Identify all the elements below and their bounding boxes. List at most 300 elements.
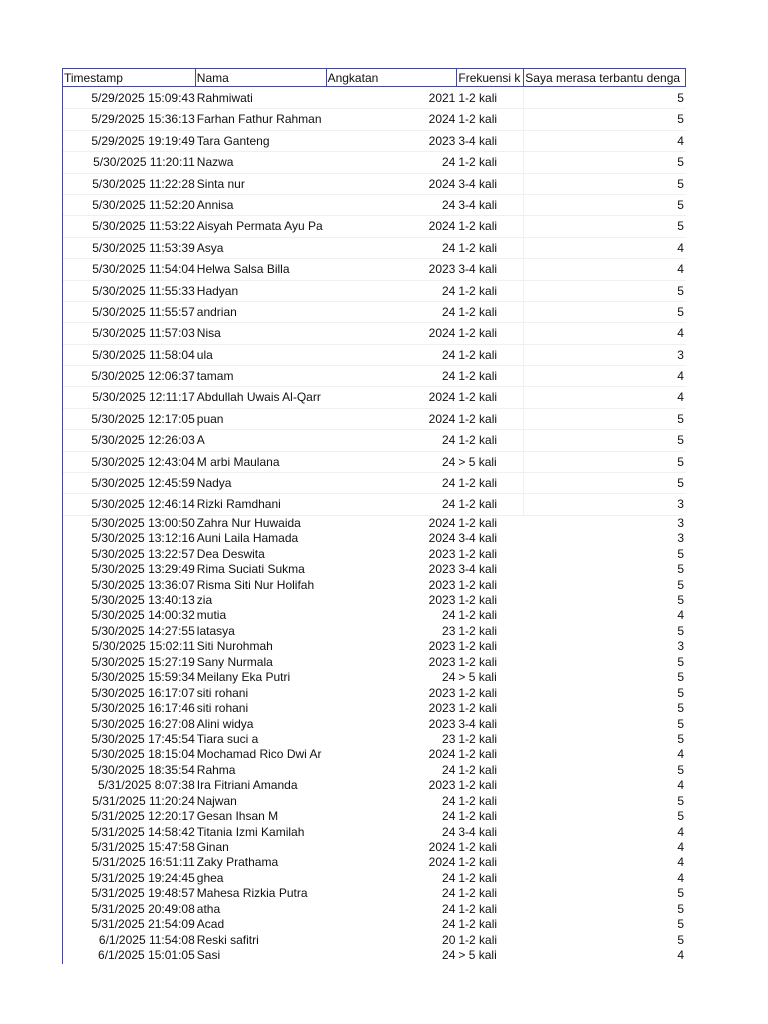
- cell-nama[interactable]: Rizki Ramdhani: [196, 497, 281, 512]
- cell-frekuensi[interactable]: 1-2 kali: [458, 654, 498, 669]
- cell-nama[interactable]: Rahmiwati: [196, 91, 253, 105]
- table-row: [63, 624, 686, 639]
- cell-score[interactable]: 4: [677, 390, 684, 405]
- cell-score[interactable]: 4: [677, 369, 684, 384]
- table-row: [63, 562, 686, 577]
- cell-frekuensi[interactable]: 3-4 kali: [457, 195, 524, 215]
- cell-timestamp[interactable]: 5/31/2025 19:24:45: [91, 870, 195, 885]
- cell-angkatan[interactable]: 2024: [428, 176, 456, 191]
- cell-score[interactable]: 5: [677, 176, 684, 191]
- header-row: [62, 68, 686, 88]
- cell-angkatan[interactable]: 24: [442, 476, 456, 491]
- cell-nama[interactable]: Tara Ganteng: [196, 133, 270, 148]
- cell-timestamp[interactable]: 5/30/2025 11:22:28: [92, 176, 195, 191]
- table-row: [63, 794, 686, 809]
- cell-score[interactable]: 5: [677, 731, 684, 746]
- table-row: [63, 430, 686, 451]
- cell-angkatan[interactable]: 2023: [428, 133, 456, 148]
- table-row: [63, 409, 686, 430]
- cell-timestamp[interactable]: 5/30/2025 16:17:46: [91, 701, 195, 716]
- cell-score[interactable]: 4: [677, 747, 684, 762]
- cell-score[interactable]: 5: [677, 762, 684, 777]
- cell-nama[interactable]: tamam: [196, 369, 234, 384]
- cell-nama[interactable]: siti rohani: [196, 685, 249, 700]
- cell-nama[interactable]: atha: [196, 901, 221, 916]
- cell-score[interactable]: 5: [677, 91, 684, 105]
- cell-nama[interactable]: M arbi Maulana: [196, 454, 280, 469]
- cell-timestamp[interactable]: 5/30/2025 12:11:17: [92, 390, 195, 405]
- cell-nama[interactable]: Meilany Eka Putri: [196, 670, 291, 685]
- cell-angkatan[interactable]: 24: [442, 347, 456, 362]
- cell-frekuensi[interactable]: 1-2 kali: [457, 345, 524, 365]
- table-row: [63, 516, 686, 531]
- table-row: [63, 238, 686, 259]
- cell-timestamp[interactable]: 5/30/2025 16:27:08: [91, 716, 195, 731]
- cell-frekuensi[interactable]: 1-2 kali: [458, 901, 498, 916]
- cell-nama[interactable]: Sinta nur: [196, 176, 245, 191]
- cell-frekuensi[interactable]: 1-2 kali: [458, 701, 498, 716]
- cell-score[interactable]: 5: [677, 283, 684, 298]
- cell-timestamp[interactable]: 5/29/2025 15:09:43: [91, 91, 195, 105]
- cell-timestamp[interactable]: 5/30/2025 11:58:04: [92, 347, 195, 362]
- cell-nama[interactable]: latasya: [196, 623, 235, 638]
- cell-frekuensi[interactable]: 1-2 kali: [457, 323, 524, 343]
- table-row: [63, 259, 686, 280]
- cell-timestamp[interactable]: 5/31/2025 19:48:57: [91, 886, 195, 901]
- cell-nama[interactable]: mutia: [196, 608, 227, 623]
- cell-frekuensi[interactable]: 1-2 kali: [457, 366, 524, 386]
- cell-frekuensi[interactable]: 1-2 kali: [458, 608, 498, 623]
- cell-score[interactable]: 5: [677, 886, 684, 901]
- cell-angkatan[interactable]: 24: [442, 497, 456, 512]
- cell-angkatan[interactable]: 24: [442, 917, 456, 932]
- cell-angkatan[interactable]: 23: [442, 731, 456, 746]
- table-row: [63, 152, 686, 173]
- cell-angkatan[interactable]: 2023: [428, 639, 456, 654]
- table-row: [63, 778, 686, 793]
- cell-score[interactable]: 3: [677, 531, 684, 546]
- cell-nama[interactable]: ghea: [196, 870, 224, 885]
- cell-score[interactable]: 4: [677, 870, 684, 885]
- cell-nama[interactable]: Rima Suciati Sukma: [196, 562, 305, 577]
- cell-timestamp[interactable]: 5/30/2025 13:29:49: [91, 562, 195, 577]
- cell-timestamp[interactable]: 5/30/2025 11:57:03: [92, 326, 195, 341]
- cell-frekuensi[interactable]: 1-2 kali: [458, 917, 498, 932]
- table-row: [63, 494, 686, 515]
- cell-angkatan[interactable]: 2023: [428, 778, 456, 793]
- cell-angkatan[interactable]: 24: [442, 670, 456, 685]
- cell-nama[interactable]: zia: [196, 593, 213, 607]
- cell-frekuensi[interactable]: 3-4 kali: [457, 259, 524, 279]
- cell-nama[interactable]: Sany Nurmala: [196, 654, 273, 669]
- cell-nama[interactable]: Titania Izmi Kamilah: [196, 824, 305, 839]
- cell-frekuensi[interactable]: 1-2 kali: [457, 152, 524, 172]
- table-row: [63, 578, 686, 593]
- cell-score[interactable]: 5: [677, 809, 684, 824]
- cell-timestamp[interactable]: 5/30/2025 13:12:16: [91, 531, 195, 546]
- cell-angkatan[interactable]: 24: [442, 762, 456, 777]
- cell-nama[interactable]: andrian: [196, 304, 237, 319]
- cell-frekuensi[interactable]: 1-2 kali: [457, 494, 524, 514]
- cell-score[interactable]: 4: [677, 840, 684, 854]
- cell-angkatan[interactable]: 2023: [428, 546, 456, 561]
- table-row: [63, 281, 686, 302]
- cell-frekuensi[interactable]: 3-4 kali: [458, 562, 498, 577]
- table-row: [63, 593, 686, 608]
- cell-score[interactable]: 4: [677, 240, 684, 255]
- cell-timestamp[interactable]: 5/30/2025 18:15:04: [91, 747, 195, 762]
- cell-frekuensi[interactable]: 1-2 kali: [458, 793, 498, 808]
- cell-frekuensi[interactable]: 3-4 kali: [458, 531, 498, 546]
- cell-nama[interactable]: Acad: [196, 917, 225, 932]
- cell-angkatan[interactable]: 24: [442, 809, 456, 824]
- cell-angkatan[interactable]: 24: [442, 824, 456, 839]
- cell-score[interactable]: 4: [677, 824, 684, 839]
- cell-nama[interactable]: Dea Deswita: [196, 546, 265, 561]
- cell-frekuensi[interactable]: 1-2 kali: [457, 387, 524, 407]
- cell-timestamp[interactable]: 5/30/2025 12:26:03: [91, 433, 195, 448]
- cell-frekuensi[interactable]: 1-2 kali: [458, 515, 498, 530]
- cell-frekuensi[interactable]: 1-2 kali: [458, 778, 498, 793]
- cell-frekuensi[interactable]: 1-2 kali: [457, 88, 524, 108]
- table-body: [62, 88, 686, 964]
- cell-angkatan[interactable]: 2024: [428, 840, 456, 854]
- cell-angkatan[interactable]: 2024: [428, 219, 456, 234]
- cell-score[interactable]: 5: [677, 546, 684, 561]
- table-row: [63, 174, 686, 195]
- cell-nama[interactable]: Aisyah Permata Ayu Pa: [196, 219, 323, 234]
- spreadsheet: [62, 68, 686, 964]
- cell-frekuensi[interactable]: 1-2 kali: [458, 747, 498, 762]
- cell-nama[interactable]: Siti Nurohmah: [196, 639, 273, 654]
- cell-timestamp[interactable]: 5/30/2025 12:06:37: [91, 369, 195, 384]
- table-row: [63, 871, 686, 886]
- cell-timestamp[interactable]: 5/30/2025 11:20:11: [93, 155, 195, 170]
- cell-timestamp[interactable]: 5/31/2025 15:47:58: [91, 840, 195, 854]
- cell-frekuensi[interactable]: 1-2 kali: [458, 685, 498, 700]
- table-row: [63, 902, 686, 917]
- cell-angkatan[interactable]: 2023: [428, 716, 456, 731]
- cell-nama[interactable]: Abdullah Uwais Al-Qarr: [196, 390, 321, 405]
- table-row: [63, 547, 686, 562]
- cell-angkatan[interactable]: 2024: [428, 515, 456, 530]
- cell-timestamp[interactable]: 5/30/2025 13:22:57: [91, 546, 195, 561]
- table-row: [63, 917, 686, 932]
- cell-nama[interactable]: Hadyan: [196, 283, 239, 298]
- cell-timestamp[interactable]: 5/30/2025 13:40:13: [91, 593, 195, 607]
- cell-timestamp[interactable]: 5/31/2025 8:07:38: [98, 778, 195, 793]
- cell-angkatan[interactable]: 2023: [428, 562, 456, 577]
- cell-timestamp[interactable]: 5/30/2025 15:27:19: [91, 654, 195, 669]
- cell-timestamp[interactable]: 5/31/2025 16:51:11: [92, 855, 195, 870]
- cell-angkatan[interactable]: 24: [442, 454, 456, 469]
- table-row: [63, 732, 686, 747]
- cell-timestamp[interactable]: 5/30/2025 15:02:11: [92, 639, 195, 654]
- cell-frekuensi[interactable]: 1-2 kali: [458, 593, 498, 607]
- cell-angkatan[interactable]: 2024: [428, 326, 456, 341]
- cell-angkatan[interactable]: 2023: [428, 577, 456, 592]
- cell-angkatan[interactable]: 2023: [428, 262, 456, 277]
- cell-timestamp[interactable]: 5/30/2025 11:55:57: [92, 304, 195, 319]
- table-row: [63, 531, 686, 546]
- cell-timestamp[interactable]: 5/30/2025 11:55:33: [92, 283, 195, 298]
- cell-angkatan[interactable]: 24: [442, 197, 456, 212]
- cell-nama[interactable]: Nisa: [196, 326, 221, 341]
- cell-timestamp[interactable]: 5/29/2025 19:19:49: [91, 133, 195, 148]
- cell-score[interactable]: 4: [677, 855, 684, 870]
- cell-nama[interactable]: Sasi: [196, 948, 221, 963]
- cell-timestamp[interactable]: 5/31/2025 20:49:08: [91, 901, 195, 916]
- table-row: [63, 840, 686, 855]
- cell-angkatan[interactable]: 24: [442, 433, 456, 448]
- cell-score[interactable]: 4: [677, 326, 684, 341]
- cell-nama[interactable]: Mahesa Rizkia Putra: [196, 886, 308, 901]
- cell-timestamp[interactable]: 5/30/2025 11:54:04: [92, 262, 195, 277]
- cell-nama[interactable]: ula: [196, 347, 213, 362]
- table-row: [63, 473, 686, 494]
- cell-score[interactable]: 4: [677, 948, 684, 963]
- cell-frekuensi[interactable]: 3-4 kali: [457, 131, 524, 151]
- cell-frekuensi[interactable]: 1-2 kali: [458, 731, 498, 746]
- cell-nama[interactable]: Annisa: [196, 197, 234, 212]
- cell-score[interactable]: 5: [677, 219, 684, 234]
- cell-score[interactable]: 5: [677, 685, 684, 700]
- table-row: [63, 345, 686, 366]
- cell-frekuensi[interactable]: 3-4 kali: [458, 824, 498, 839]
- table-row: [63, 452, 686, 473]
- cell-timestamp[interactable]: 5/30/2025 11:52:20: [92, 197, 195, 212]
- cell-angkatan[interactable]: 2024: [428, 411, 456, 426]
- cell-score[interactable]: 5: [677, 433, 684, 448]
- cell-frekuensi[interactable]: 1-2 kali: [458, 840, 498, 854]
- cell-frekuensi[interactable]: 1-2 kali: [458, 639, 498, 654]
- cell-score[interactable]: 4: [677, 133, 684, 148]
- header-saya-merasa-terbantu[interactable]: Saya merasa terbantu denga: [524, 69, 686, 87]
- cell-angkatan[interactable]: 24: [442, 304, 456, 319]
- cell-angkatan[interactable]: 2023: [428, 685, 456, 700]
- cell-nama[interactable]: Ira Fitriani Amanda: [196, 778, 298, 793]
- cell-score[interactable]: 5: [677, 155, 684, 170]
- cell-nama[interactable]: Helwa Salsa Billa: [196, 262, 290, 277]
- cell-score[interactable]: 5: [677, 476, 684, 491]
- header-frekuensi[interactable]: Frekuensi k: [457, 69, 524, 87]
- cell-timestamp[interactable]: 5/29/2025 15:36:13: [91, 112, 195, 127]
- table-row: [63, 655, 686, 670]
- cell-frekuensi[interactable]: 1-2 kali: [458, 809, 498, 824]
- cell-timestamp[interactable]: 5/30/2025 17:45:54: [91, 731, 195, 746]
- cell-angkatan[interactable]: 2024: [428, 390, 456, 405]
- cell-score[interactable]: 4: [677, 778, 684, 793]
- cell-frekuensi[interactable]: 3-4 kali: [458, 716, 498, 731]
- cell-frekuensi[interactable]: > 5 kali: [458, 670, 497, 685]
- cell-timestamp[interactable]: 5/30/2025 11:53:22: [92, 219, 195, 234]
- cell-nama[interactable]: Ginan: [196, 840, 229, 854]
- cell-nama[interactable]: Nadya: [196, 476, 232, 491]
- cell-timestamp[interactable]: 5/30/2025 14:27:55: [91, 623, 195, 638]
- cell-timestamp[interactable]: 5/30/2025 15:59:34: [91, 670, 195, 685]
- cell-nama[interactable]: Zahra Nur Huwaida: [196, 515, 301, 530]
- header-nama[interactable]: Nama: [196, 69, 327, 87]
- cell-score[interactable]: 4: [677, 608, 684, 623]
- cell-frekuensi[interactable]: 1-2 kali: [457, 302, 524, 322]
- cell-nama[interactable]: Farhan Fathur Rahman: [196, 112, 322, 127]
- cell-score[interactable]: 5: [677, 623, 684, 638]
- table-row: [63, 886, 686, 901]
- cell-timestamp[interactable]: 5/30/2025 13:00:50: [91, 515, 195, 530]
- cell-timestamp[interactable]: 5/30/2025 12:46:14: [91, 497, 195, 512]
- cell-angkatan[interactable]: 2024: [428, 531, 456, 546]
- header-timestamp[interactable]: Timestamp: [63, 69, 196, 87]
- cell-nama[interactable]: Zaky Prathama: [196, 855, 279, 870]
- cell-nama[interactable]: Risma Siti Nur Holifah: [196, 577, 315, 592]
- cell-nama[interactable]: puan: [196, 411, 224, 426]
- cell-frekuensi[interactable]: 1-2 kali: [458, 623, 498, 638]
- cell-angkatan[interactable]: 24: [442, 155, 456, 170]
- cell-angkatan[interactable]: 23: [442, 623, 456, 638]
- cell-frekuensi[interactable]: 1-2 kali: [458, 762, 498, 777]
- cell-timestamp[interactable]: 5/30/2025 16:17:07: [91, 685, 195, 700]
- cell-score[interactable]: 5: [677, 901, 684, 916]
- cell-angkatan[interactable]: 24: [442, 948, 456, 963]
- cell-frekuensi[interactable]: > 5 kali: [458, 948, 497, 963]
- header-angkatan[interactable]: Angkatan: [327, 69, 458, 87]
- cell-frekuensi[interactable]: 1-2 kali: [458, 855, 498, 870]
- cell-frekuensi[interactable]: 1-2 kali: [457, 216, 524, 236]
- cell-score[interactable]: 3: [677, 347, 684, 362]
- cell-score[interactable]: 5: [677, 654, 684, 669]
- table-row: [63, 639, 686, 654]
- cell-timestamp[interactable]: 5/30/2025 14:00:32: [91, 608, 195, 623]
- cell-nama[interactable]: Asya: [196, 240, 224, 255]
- cell-angkatan[interactable]: 2023: [428, 593, 456, 607]
- cell-score[interactable]: 5: [677, 411, 684, 426]
- table-row: [63, 747, 686, 762]
- cell-frekuensi[interactable]: 1-2 kali: [457, 109, 524, 129]
- cell-nama[interactable]: siti rohani: [196, 701, 249, 716]
- cell-nama[interactable]: Alini widya: [196, 716, 254, 731]
- cell-timestamp[interactable]: 5/30/2025 13:36:07: [91, 577, 195, 592]
- cell-angkatan[interactable]: 24: [442, 283, 456, 298]
- table-row: [63, 608, 686, 623]
- cell-timestamp[interactable]: 5/31/2025 11:20:24: [92, 793, 195, 808]
- cell-frekuensi[interactable]: 1-2 kali: [458, 886, 498, 901]
- table-row: [63, 670, 686, 685]
- table-row: [63, 131, 686, 152]
- table-row: [63, 701, 686, 716]
- cell-score[interactable]: 3: [677, 515, 684, 530]
- table-row: [63, 109, 686, 130]
- cell-angkatan[interactable]: 24: [442, 870, 456, 885]
- table-row: [63, 366, 686, 387]
- cell-angkatan[interactable]: 20: [442, 932, 456, 947]
- cell-score[interactable]: 5: [677, 562, 684, 577]
- cell-score[interactable]: 5: [677, 701, 684, 716]
- cell-nama[interactable]: Reski safitri: [196, 932, 259, 947]
- cell-score[interactable]: 5: [677, 577, 684, 592]
- cell-score[interactable]: 5: [677, 670, 684, 685]
- cell-frekuensi[interactable]: 3-4 kali: [457, 174, 524, 194]
- table-row: [63, 387, 686, 408]
- cell-frekuensi[interactable]: 1-2 kali: [457, 473, 524, 493]
- cell-angkatan[interactable]: 2024: [428, 747, 456, 762]
- cell-frekuensi[interactable]: 1-2 kali: [458, 870, 498, 885]
- table-row: [63, 88, 686, 109]
- cell-timestamp[interactable]: 5/30/2025 11:53:39: [92, 240, 195, 255]
- cell-timestamp[interactable]: 6/1/2025 11:54:08: [98, 932, 195, 947]
- cell-timestamp[interactable]: 6/1/2025 15:01:05: [98, 948, 195, 963]
- cell-angkatan[interactable]: 2024: [428, 112, 456, 127]
- cell-nama[interactable]: Auni Laila Hamada: [196, 531, 299, 546]
- cell-score[interactable]: 5: [677, 716, 684, 731]
- table-row: [63, 195, 686, 216]
- table-row: [63, 933, 686, 948]
- cell-nama[interactable]: Nazwa: [196, 155, 234, 170]
- cell-frekuensi[interactable]: 1-2 kali: [458, 932, 498, 947]
- cell-nama[interactable]: Tiara suci a: [196, 731, 259, 746]
- cell-score[interactable]: 5: [677, 454, 684, 469]
- cell-angkatan[interactable]: 24: [442, 608, 456, 623]
- cell-timestamp[interactable]: 5/30/2025 12:17:05: [91, 411, 195, 426]
- cell-score[interactable]: 5: [677, 932, 684, 947]
- table-row: [63, 686, 686, 701]
- cell-score[interactable]: 5: [677, 197, 684, 212]
- table-row: [63, 216, 686, 237]
- cell-nama[interactable]: Gesan Ihsan M: [196, 809, 279, 824]
- table-row: [63, 763, 686, 778]
- cell-timestamp[interactable]: 5/31/2025 12:20:17: [91, 809, 195, 824]
- table-row: [63, 948, 686, 963]
- cell-score[interactable]: 5: [677, 304, 684, 319]
- cell-timestamp[interactable]: 5/31/2025 21:54:09: [91, 917, 195, 932]
- cell-nama[interactable]: Mochamad Rico Dwi Ar: [196, 747, 322, 762]
- cell-angkatan[interactable]: 2024: [428, 855, 456, 870]
- cell-score[interactable]: 3: [677, 497, 684, 512]
- cell-nama[interactable]: Rahma: [196, 762, 236, 777]
- cell-frekuensi[interactable]: 1-2 kali: [457, 430, 524, 450]
- table-row: [63, 323, 686, 344]
- cell-score[interactable]: 5: [677, 917, 684, 932]
- cell-score[interactable]: 5: [677, 593, 684, 607]
- cell-angkatan[interactable]: 24: [442, 901, 456, 916]
- cell-nama[interactable]: Najwan: [196, 793, 237, 808]
- cell-score[interactable]: 5: [677, 112, 684, 127]
- cell-angkatan[interactable]: 2023: [428, 701, 456, 716]
- cell-frekuensi[interactable]: 1-2 kali: [458, 577, 498, 592]
- cell-timestamp[interactable]: 5/30/2025 12:43:04: [91, 454, 195, 469]
- cell-frekuensi[interactable]: 1-2 kali: [457, 238, 524, 258]
- cell-angkatan[interactable]: 2023: [428, 654, 456, 669]
- cell-frekuensi[interactable]: 1-2 kali: [458, 546, 498, 561]
- cell-frekuensi[interactable]: > 5 kali: [457, 452, 524, 472]
- cell-score[interactable]: 3: [677, 639, 684, 654]
- cell-timestamp[interactable]: 5/30/2025 12:45:59: [91, 476, 195, 491]
- table-row: [63, 302, 686, 323]
- cell-angkatan[interactable]: 24: [442, 886, 456, 901]
- cell-frekuensi[interactable]: 1-2 kali: [457, 409, 524, 429]
- cell-timestamp[interactable]: 5/30/2025 18:35:54: [91, 762, 195, 777]
- cell-nama[interactable]: A: [196, 433, 205, 448]
- cell-score[interactable]: 5: [677, 793, 684, 808]
- cell-timestamp[interactable]: 5/31/2025 14:58:42: [91, 824, 195, 839]
- table-row: [63, 825, 686, 840]
- cell-angkatan[interactable]: 2021: [428, 91, 456, 105]
- cell-angkatan[interactable]: 24: [442, 369, 456, 384]
- cell-angkatan[interactable]: 24: [442, 793, 456, 808]
- cell-frekuensi[interactable]: 1-2 kali: [457, 281, 524, 301]
- table-row: [63, 855, 686, 870]
- cell-score[interactable]: 4: [677, 262, 684, 277]
- cell-angkatan[interactable]: 24: [442, 240, 456, 255]
